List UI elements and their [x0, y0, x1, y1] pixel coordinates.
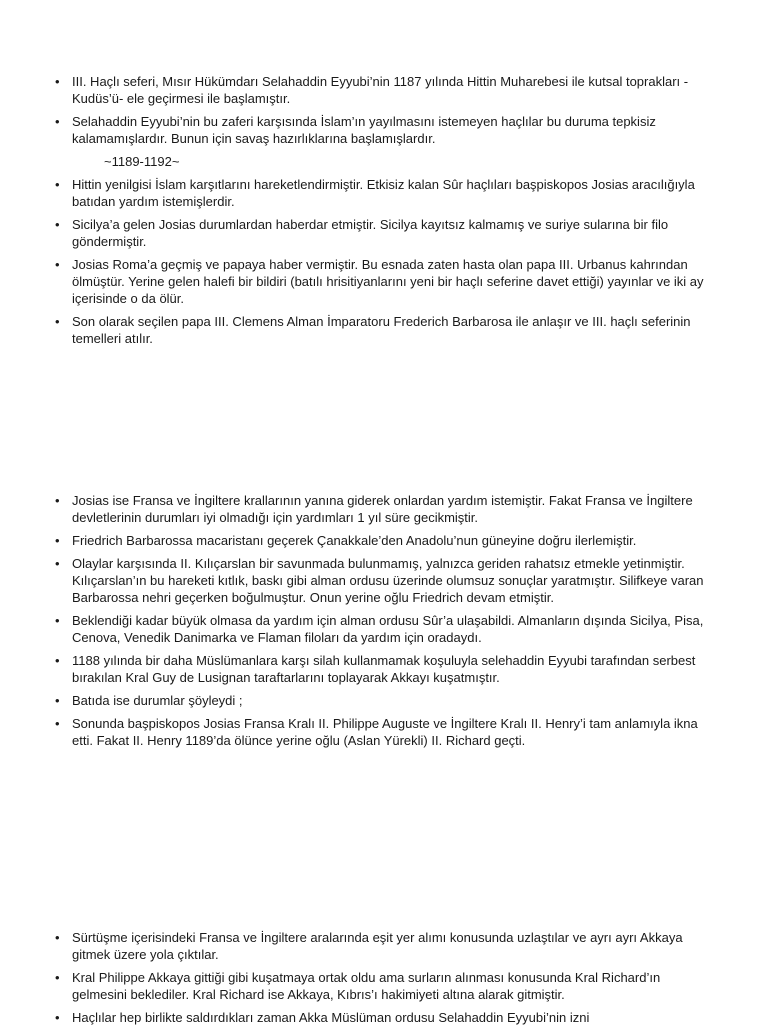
bullet-item: • Kral Philippe Akkaya gittiği gibi kuşatmaya ortak oldu ama surların alınması konusunda Kral Richard’ın gelmesini beklediler. Kral Richard ise Akkaya, Kıbrıs’ı hakimiyeti altına alarak gitmiştir. — [0, 969, 768, 1003]
bullet-item: • 1188 yılında bir daha Müslümanlara karşı silah kullanmamak koşuluyla selehaddin Eyyubi tarafından serbest bırakılan Kral Guy de Lusignan taraftarlarını toplayarak Akkayı kuşatmıştır. — [0, 652, 768, 686]
bullet-list — [0, 492, 768, 749]
bullet-item: • Haçlılar hep birlikte saldırdıkları zaman Akka Müslüman ordusu Selahaddin Eyyubi’nin izni — [0, 1009, 768, 1026]
bullet-item: • Son olarak seçilen papa III. Clemens Alman İmparatoru Frederich Barbarosa ile anlaşır ve III. haçlı seferinin temelleri atılır. — [0, 313, 768, 347]
bullet-list — [0, 929, 768, 1026]
date-range-line: ~1189-1192~ — [104, 154, 180, 169]
bullet-item: • Batıda ise durumlar şöyleydi ; — [0, 692, 768, 709]
bullet-item: • Josias Roma’a geçmiş ve papaya haber vermiştir. Bu esnada zaten hasta olan papa III. Urbanus kahrından ölmüştür. Yerine gelen halefi bir bildiri (batılı hrisitiyanlarını yeni bir haçlı seferine davet ettiği) yayınlar ve iki ay içerisinde o da ölür. — [0, 256, 768, 307]
bullet-item: • Sicilya’a gelen Josias durumlardan haberdar etmiştir. Sicilya kayıtsız kalmamış ve suriye sularına bir filo göndermiştir. — [0, 216, 768, 250]
bullet-item: • Friedrich Barbarossa macaristanı geçerek Çanakkale’den Anadolu’nun güneyine doğru ilerlemiştir. — [0, 532, 768, 549]
bullet-item: • Selahaddin Eyyubi’nin bu zaferi karşısında İslam’ın yayılmasını istemeyen haçlılar bu duruma tepkisiz kalamamışlardır. Bunun için savaş hazırlıklarına başlamışlardır. — [0, 113, 768, 147]
bullet-item: • Sonunda başpiskopos Josias Fransa Kralı II. Philippe Auguste ve İngiltere Kralı II. Henry’i tam anlamıyla ikna etti. Fakat II. Henry 1189’da ölünce yerine oğlu (Aslan Yürekli) II. Richard geçti. — [0, 715, 768, 749]
bullet-item: • III. Haçlı seferi, Mısır Hükümdarı Selahaddin Eyyubi’nin 1187 yılında Hittin Muharebesi ile kutsal toprakları -Kudüs’ü- ele geçirmesi ile başlamıştır. — [0, 73, 768, 107]
bullet-item: • Olaylar karşısında II. Kılıçarslan bir savunmada bulunmamış, yalnızca geriden rahatsız etmekle yetinmiştir. Kılıçarslan’ın bu hareketi kıtlık, baskı gibi alman ordusu üzerinde olumsuz sonuçlar yaratmıştır. Silifkeye varan Barbarossa nehri geçerken boğulmuştur. Onun yerine oğlu Friedrich devam etmiştir. — [0, 555, 768, 606]
bullet-list — [0, 73, 768, 347]
slide-1 — [0, 73, 768, 353]
bullet-item: • Hittin yenilgisi İslam karşıtlarını hareketlendirmiştir. Etkisiz kalan Sûr haçlıları başpiskopos Josias aracılığıyla batıdan yardım istemişlerdir. — [0, 176, 768, 210]
slide-3 — [0, 929, 768, 1032]
slide-2 — [0, 492, 768, 755]
bullet-item: • Beklendiği kadar büyük olmasa da yardım için alman ordusu Sûr’a ulaşabildi. Almanların dışında Sicilya, Pisa, Cenova, Venedik Danimarka ve Flaman filoları da yardım için oradaydı. — [0, 612, 768, 646]
bullet-item: • Sürtüşme içerisindeki Fransa ve İngiltere aralarında eşit yer alımı konusunda uzlaştılar ve ayrı ayrı Akkaya gitmek üzere yola çıktılar. — [0, 929, 768, 963]
bullet-item: • Josias ise Fransa ve İngiltere krallarının yanına giderek onlardan yardım istemiştir. Fakat Fransa ve İngiltere devletlerinin durumları iyi olmadığı için yardımları 1 yıl süre gecikmiştir. — [0, 492, 768, 526]
